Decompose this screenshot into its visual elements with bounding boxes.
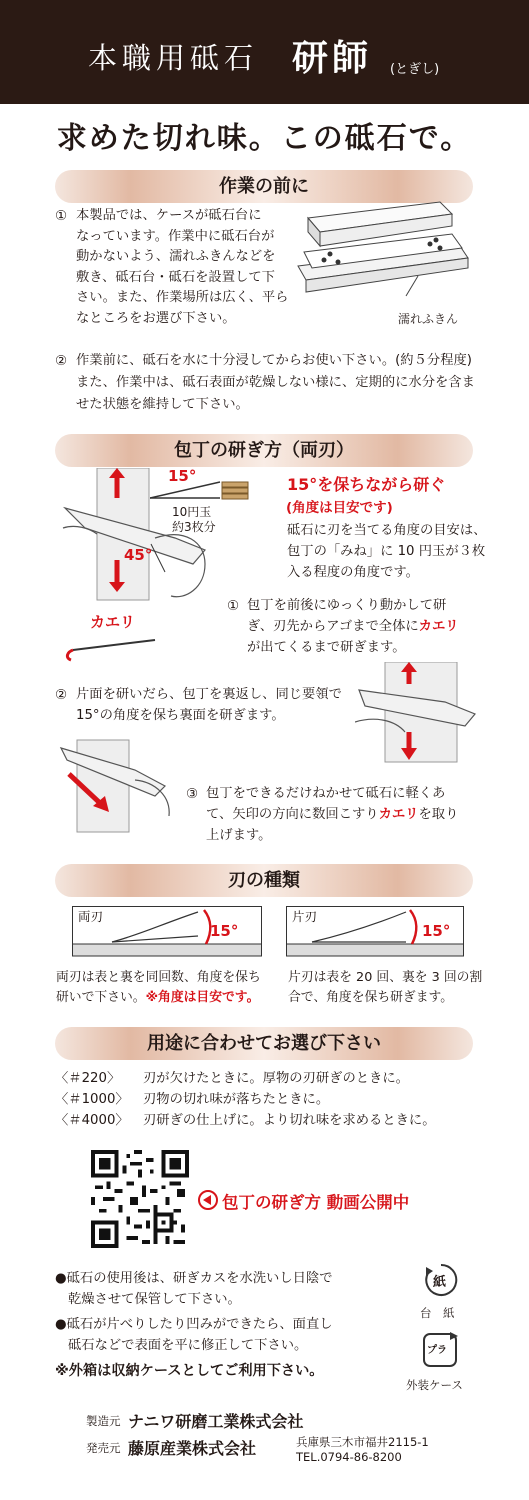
section-heading-sharpening: 包丁の研ぎ方（両刃） [55,434,473,467]
before-work-item1-line: なところをお選び下さい。 [76,310,236,326]
care-note: ●砥石が片べりしたり凹みができたら、面直し [55,1317,333,1332]
single-edge-text: 合で、角度を保ち研ぎます。 [288,990,454,1005]
seller-tel: TEL.0794-86-8200 [296,1450,402,1464]
maker-name: ナニワ研磨工業株式会社 [128,1412,304,1431]
section-heading-blade-types: 刃の種類 [55,864,473,897]
angle-guide-line: 砥石に刃を当てる角度の目安は、 [287,523,487,538]
coin-angle-diagram [150,474,250,504]
step-number: ② [55,687,68,703]
whetstone-case-illustration [290,196,480,316]
step1-line: 包丁を前後にゆっくり動かして研 [247,598,447,613]
single-edge-angle: 15° [422,922,451,940]
double-edge-text: 研いで下さい。※角度は目安です。 [56,990,260,1005]
qr-code[interactable] [91,1150,189,1248]
coin-label: 10円玉 [172,505,212,519]
angle-guide-note: (角度は目安です) [286,500,393,516]
step2-line: 片面を研いだら、包丁を裏返し、同じ要領で [76,687,342,702]
play-icon[interactable] [198,1190,218,1210]
step-number: ③ [186,786,199,802]
before-work-item1-line: さい。また、作業場所は広く、平ら [76,290,289,305]
flip-side-illustration [355,662,480,767]
paper-mark: 紙 [433,1275,447,1290]
step1-line: ぎ、刃先からアゴまで全体にカエリ [247,619,459,634]
grit-description: 刃物の切れ味が落ちたときに。 [143,1092,330,1107]
seller-name: 藤原産業株式会社 [128,1439,257,1458]
angle-15-label: 15° [168,467,197,485]
product-title: 本職用砥石 [88,41,259,75]
step3-line: 包丁をできるだけねかせて砥石に軽くあ [206,786,446,801]
grit-description: 刃が欠けたときに。厚物の刃研ぎのときに。 [143,1071,409,1086]
step3-line: て、矢印の方向に数回こすりカエリを取り [206,807,459,822]
item-number: ① [55,208,68,224]
step3-line: 上げます。 [206,828,272,843]
grit-label: 〈＃4000〉 [55,1113,129,1128]
double-edge-label: 両刃 [78,909,104,924]
care-note: 乾燥させて保管して下さい。 [68,1292,241,1307]
before-work-item1-line: 動かないよう、濡れふきんなどを [76,249,276,264]
before-work-item2-line: また、作業中は、砥石表面が乾燥しない様に、定期的に水分を含ま [76,375,475,390]
before-work-item2-line: せた状態を維持して下さい。 [76,397,249,412]
step-number: ① [227,598,240,614]
case-note: ※外箱は収納ケースとしてご利用下さい。 [55,1363,324,1379]
step2-line: 15°の角度を保ち裏面を研ぎます。 [76,708,285,723]
grit-label: 〈＃1000〉 [55,1092,129,1107]
angle-guide-line: 入る程度の角度です。 [287,565,419,580]
before-work-item1-line: なっています。作業中に砥石台が [76,228,275,244]
maker-label: 製造元 [86,1414,121,1428]
grit-description: 刃研ぎの仕上げに。より切れ味を求めるときに。 [143,1113,436,1128]
plastic-mark: プラ [427,1345,447,1356]
step1-line: が出てくるまで研ぎます。 [247,640,406,655]
slogan: 求めた切れ味。この砥石で。 [56,121,473,156]
before-work-item1-line: 敷き、砥石台・砥石を設置して下 [76,269,275,285]
wet-cloth-label: 濡れふきん [398,312,459,326]
before-work-item1-line: 本製品では、ケースが砥石台に [76,208,262,223]
header-bar [0,0,529,104]
product-name: 研師 [292,37,373,79]
seller-label: 発売元 [86,1441,121,1455]
coin-count-label: 約3枚分 [172,520,216,534]
care-note: ●砥石の使用後は、研ぎカスを水洗いし日陰で [55,1271,333,1286]
keep-angle-heading: 15°を保ちながら研ぐ [287,475,446,494]
single-edge-label: 片刃 [292,909,318,924]
paper-mark-label: 台 紙 [420,1306,455,1320]
section-heading-usage: 用途に合わせてお選び下さい [55,1027,473,1060]
care-note: 砥石などで表面を平に修正して下さい。 [68,1338,308,1353]
single-edge-text: 片刃は表を 20 回、裏を 3 回の割 [288,970,483,985]
seller-address: 兵庫県三木市福井2115-1 [296,1435,429,1449]
before-work-item2-line: 作業前に、砥石を水に十分浸してからお使い下さい。(約５分程度) [76,353,472,368]
product-name-ruby: (とぎし) [390,62,440,77]
double-edge-text: 両刃は表と裏を同回数、角度を保ち [56,970,261,985]
remove-burr-illustration [55,730,185,835]
grit-label: 〈＃220〉 [55,1071,121,1086]
video-link[interactable]: 包丁の研ぎ方 動画公開中 [222,1193,410,1212]
double-edge-angle: 15° [210,922,239,940]
angle-45-label: 45° [124,546,153,564]
item-number: ② [55,353,68,369]
kaeri-label: カエリ [90,613,136,631]
angle-guide-line: 包丁の「みね」に 10 円玉が３枚 [287,544,486,559]
section-heading-before-work: 作業の前に [55,170,473,203]
plastic-mark-label: 外装ケース [406,1378,463,1392]
